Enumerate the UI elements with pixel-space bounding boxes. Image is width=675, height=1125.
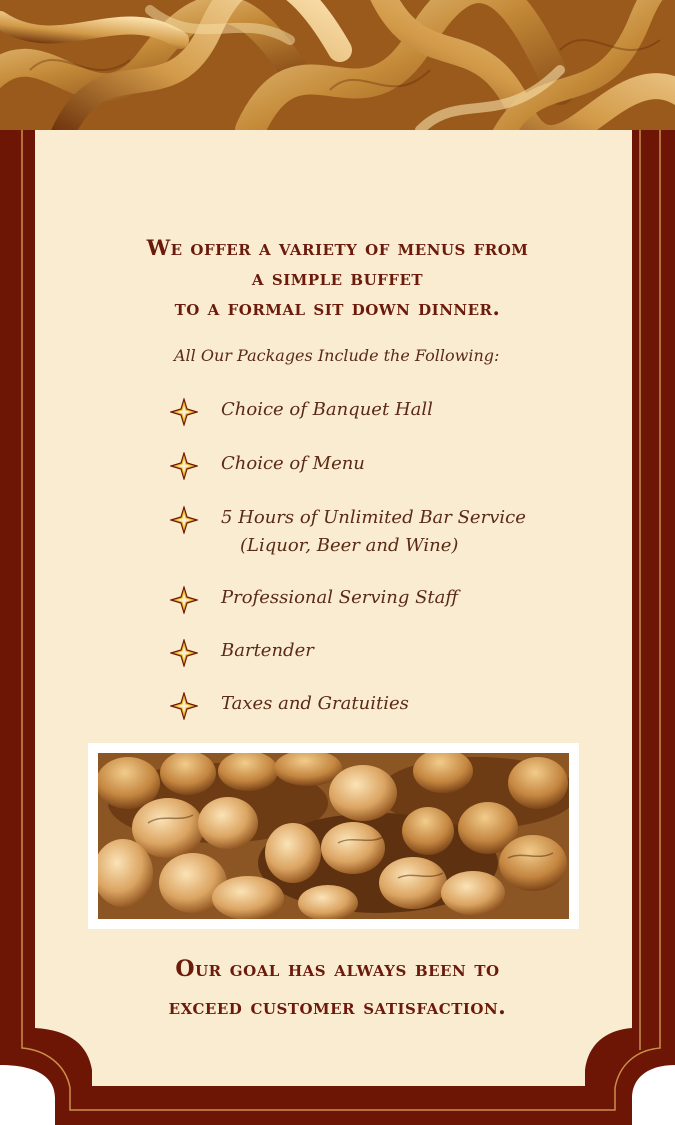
star-bullet-icon [170, 586, 198, 614]
feature-label: Choice of Menu [221, 453, 365, 474]
feature-label: Professional Serving Staff [221, 587, 459, 608]
feature-label: Bartender [221, 640, 314, 661]
star-bullet-icon [170, 692, 198, 720]
star-bullet-icon [170, 398, 198, 426]
headline-line-1: We offer a variety of menus from [146, 235, 529, 260]
star-bullet-icon [170, 452, 198, 480]
feature-sublabel: (Liquor, Beer and Wine) [240, 535, 459, 556]
closing-line-2: exceed customer satisfaction. [168, 994, 507, 1020]
headline-line-3: to a formal sit down dinner. [174, 295, 501, 320]
feature-label: Taxes and Gratuities [221, 693, 409, 714]
closing-line-1: Our goal has always been to [175, 956, 500, 982]
headline [60, 233, 615, 323]
photo-frame [88, 743, 579, 929]
feature-label: Choice of Banquet Hall [221, 399, 433, 420]
star-bullet-icon [170, 506, 198, 534]
star-bullet-icon [170, 639, 198, 667]
headline-line-2: a simple buffet [251, 265, 424, 290]
feature-label: 5 Hours of Unlimited Bar Service [221, 507, 526, 528]
gold-ribbon-banner [0, 0, 675, 136]
closing-statement [60, 950, 615, 1026]
bread-basket-photo [98, 753, 569, 919]
packages-intro: All Our Packages Include the Following: [174, 346, 500, 365]
